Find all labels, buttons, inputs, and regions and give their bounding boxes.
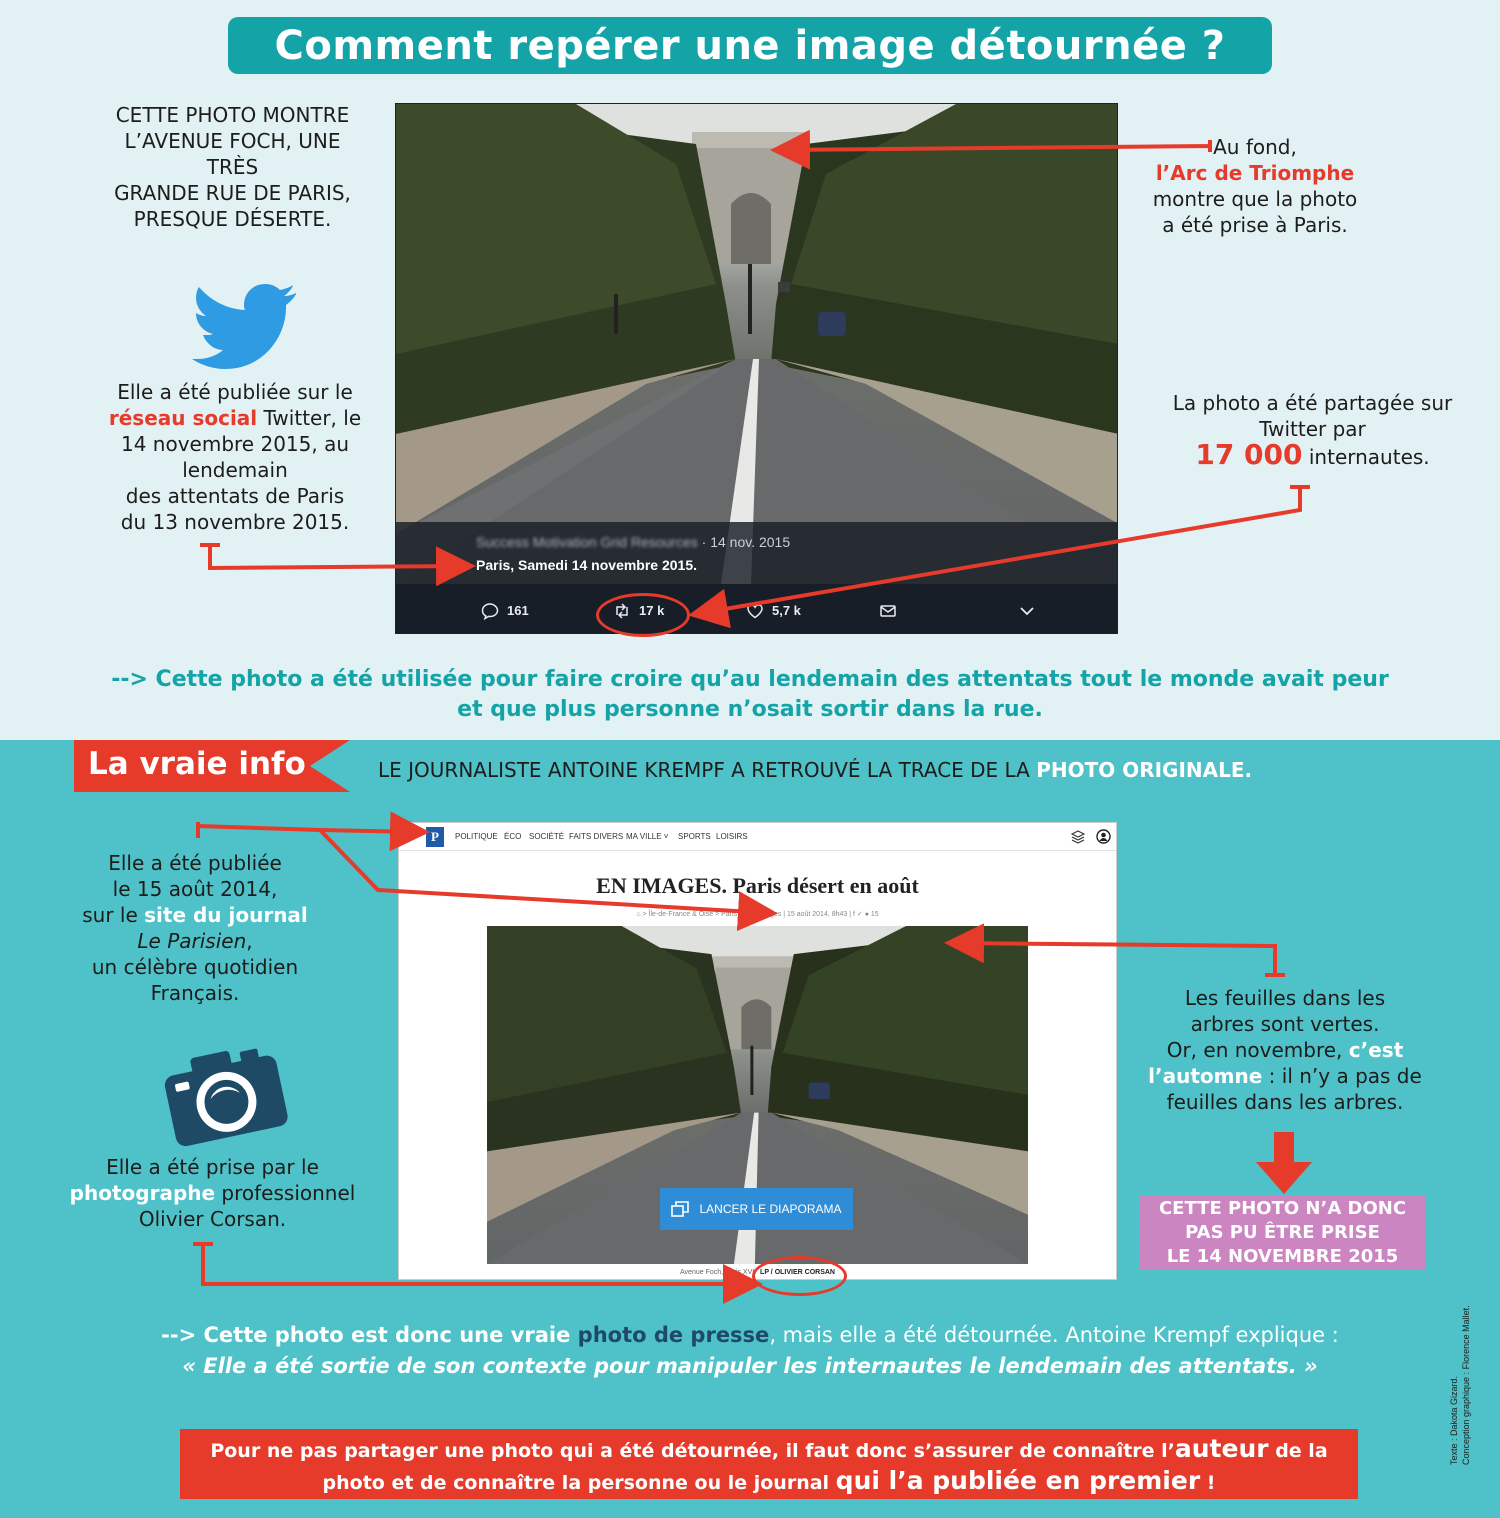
- conclusion-text: --> Cette photo est donc une vraie: [161, 1323, 578, 1347]
- vraie-info-label: La vraie info: [88, 746, 306, 782]
- top-conclusion: [80, 665, 1420, 725]
- tweet-caption: [396, 522, 1118, 586]
- nav-sports[interactable]: SPORTS: [678, 832, 711, 841]
- note-text: Français.: [150, 981, 240, 1005]
- original-photo: [487, 926, 1028, 1264]
- retweet-count: 17 k: [639, 603, 665, 618]
- note-text: Twitter par: [1259, 417, 1366, 441]
- twitter-bird-icon: [188, 283, 298, 373]
- note-text: Olivier Corsan.: [138, 1207, 287, 1231]
- arc-note: [1140, 134, 1370, 238]
- le-parisien-page: [398, 822, 1117, 1280]
- credits: [1448, 1305, 1472, 1465]
- credit-highlight-circle: [752, 1256, 847, 1296]
- nav-ma-ville[interactable]: MA VILLE ˅: [626, 832, 669, 841]
- like-button[interactable]: [746, 586, 801, 634]
- note-text: ,: [246, 929, 253, 953]
- advice-text: photo et de connaître la personne ou le journal: [322, 1472, 836, 1494]
- page-title: Comment repérer une image détournée ?: [274, 22, 1226, 69]
- note-text: Les feuilles dans les: [1184, 986, 1386, 1010]
- layers-icon[interactable]: [1071, 830, 1085, 844]
- tweet-author: Success Motivation Grid Resources: [476, 534, 698, 550]
- final-advice-box: [180, 1429, 1358, 1499]
- note-text: La photo a été partagée sur: [1172, 391, 1453, 415]
- leaves-note: [1140, 985, 1430, 1115]
- credit-place: Avenue Foch, Paris XVI: [680, 1269, 755, 1276]
- advice-text: !: [1200, 1472, 1216, 1494]
- mail-icon: [879, 602, 897, 620]
- reply-button[interactable]: [481, 586, 529, 634]
- credit-line: Texte : Dakota Gizard.: [1449, 1375, 1459, 1465]
- conclusion-quote: « Elle a été sortie de son contexte pour manipuler les internautes le lendemain des attentats. »: [182, 1354, 1318, 1378]
- le-parisien-logo[interactable]: P: [426, 827, 444, 847]
- tweet-action-bar: [396, 586, 1118, 634]
- advice-text: Pour ne pas partager une photo qui a été détournée, il faut donc s’assurer de connaître l’: [210, 1440, 1175, 1462]
- down-arrow-icon: [1254, 1132, 1314, 1194]
- note-text: sur le: [82, 903, 145, 927]
- intro-line: GRANDE RUE DE PARIS,: [114, 181, 351, 205]
- highlight-text: site du journal: [144, 903, 308, 927]
- verdict-line: PAS PU ÊTRE PRISE: [1185, 1222, 1380, 1243]
- nav-loisirs[interactable]: LOISIRS: [716, 832, 748, 841]
- headline-text: LE JOURNALISTE ANTOINE KREMPF A RETROUVÉ LA TRACE DE LA: [378, 758, 1037, 782]
- photographer-note: [65, 1154, 360, 1232]
- intro-line: L’AVENUE FOCH, UNE TRÈS: [124, 129, 341, 179]
- highlight-text: réseau social: [108, 406, 258, 430]
- share-note: [1160, 390, 1465, 470]
- note-text: 14 novembre 2015, au: [120, 432, 350, 456]
- article-meta: ⌂ > Île-de-France & Oise > Paris | Pole images | 15 août 2014, 8h43 | f ✓ ● 15: [636, 911, 879, 918]
- note-text: un célèbre quotidien: [91, 955, 299, 979]
- highlight-text: l’Arc de Triomphe: [1155, 161, 1355, 185]
- nav-politique[interactable]: POLITIQUE: [455, 832, 498, 841]
- note-text: professionnel: [215, 1181, 356, 1205]
- intro-line: CETTE PHOTO MONTRE: [115, 103, 350, 127]
- twitter-note: [90, 379, 380, 535]
- highlight-text: photographe: [69, 1181, 216, 1205]
- credit-line: Conception graphique : Florence Mallet.: [1461, 1305, 1471, 1465]
- verdict-line: LE 14 NOVEMBRE 2015: [1166, 1246, 1399, 1267]
- verdict-line: CETTE PHOTO N’A DONC: [1158, 1198, 1407, 1219]
- retweet-highlight-circle: [596, 593, 690, 637]
- tweet-card: [395, 103, 1118, 634]
- tweet-author-line: [476, 534, 790, 550]
- advice-emphasis: qui l’a publiée en premier: [835, 1466, 1201, 1495]
- parisien-note: [65, 850, 325, 1006]
- highlight-text: c’est: [1348, 1038, 1404, 1062]
- diaporama-icon: [671, 1201, 689, 1217]
- note-text: lendemain: [182, 458, 288, 482]
- account-icon[interactable]: [1096, 829, 1111, 844]
- note-text: Elle a été prise par le: [106, 1155, 319, 1179]
- note-text: du 13 novembre 2015.: [120, 510, 350, 534]
- conclusion-line: --> Cette photo a été utilisée pour faire croire qu’au lendemain des attentats tout le monde avait peur: [111, 667, 1389, 692]
- advice-emphasis: auteur: [1174, 1434, 1269, 1463]
- launch-slideshow-label: LANCER LE DIAPORAMA: [699, 1202, 842, 1216]
- more-button[interactable]: [1018, 586, 1036, 634]
- article-title: EN IMAGES. Paris désert en août: [596, 873, 919, 898]
- note-text: arbres sont vertes.: [1190, 1012, 1380, 1036]
- note-text: des attentats de Paris: [125, 484, 345, 508]
- conclusion-text: , mais elle a été détournée. Antoine Krempf explique :: [769, 1323, 1339, 1347]
- share-count: 17 000: [1195, 438, 1303, 471]
- note-text: : il n’y a pas de: [1262, 1064, 1422, 1088]
- avenue-foch-photo: [396, 104, 1118, 584]
- camera-icon: [160, 1040, 290, 1150]
- like-count: 5,7 k: [772, 603, 801, 618]
- note-text: le 15 août 2014,: [112, 877, 278, 901]
- note-text: Twitter, le: [257, 406, 362, 430]
- intro-text: [100, 102, 365, 232]
- reply-count: 161: [507, 603, 529, 618]
- note-text: feuilles dans les arbres.: [1166, 1090, 1404, 1114]
- newspaper-name: Le Parisien: [137, 929, 247, 953]
- highlight-text: l’automne: [1148, 1064, 1263, 1088]
- note-text: Elle a été publiée: [108, 851, 282, 875]
- verdict-box: [1140, 1195, 1425, 1269]
- nav-eco[interactable]: ÉCO: [504, 832, 522, 841]
- title-banner: [228, 17, 1272, 74]
- conclusion-line: et que plus personne n’osait sortir dans la rue.: [457, 697, 1043, 722]
- tweet-date: · 14 nov. 2015: [701, 534, 791, 550]
- headline-highlight: PHOTO ORIGINALE.: [1036, 758, 1253, 782]
- note-text: montre que la photo: [1152, 187, 1358, 211]
- note-text: Elle a été publiée sur le: [117, 380, 353, 404]
- conclusion-highlight: photo de presse: [577, 1323, 770, 1347]
- nav-societe[interactable]: SOCIÉTÉ: [529, 832, 565, 841]
- chevron-down-icon: [1018, 602, 1036, 620]
- tweet-text: Paris, Samedi 14 novembre 2015.: [476, 557, 698, 573]
- note-text: internautes.: [1302, 445, 1430, 469]
- note-text: Or, en novembre,: [1166, 1038, 1349, 1062]
- note-text: a été prise à Paris.: [1162, 213, 1348, 237]
- credit-author: LP / OLIVIER CORSAN: [760, 1269, 835, 1276]
- launch-slideshow-button[interactable]: [660, 1188, 853, 1230]
- bottom-headline: [378, 758, 1252, 782]
- message-button[interactable]: [879, 586, 897, 634]
- intro-line: PRESQUE DÉSERTE.: [133, 207, 332, 231]
- site-nav: [399, 823, 1116, 851]
- nav-faits-divers[interactable]: FAITS DIVERS: [569, 832, 624, 841]
- heart-icon: [746, 602, 764, 620]
- bottom-conclusion: [60, 1320, 1440, 1382]
- note-text: Au fond,: [1213, 135, 1297, 159]
- reply-icon: [481, 602, 499, 620]
- advice-text: de la: [1268, 1440, 1328, 1462]
- avenue-illustration: [396, 104, 1118, 584]
